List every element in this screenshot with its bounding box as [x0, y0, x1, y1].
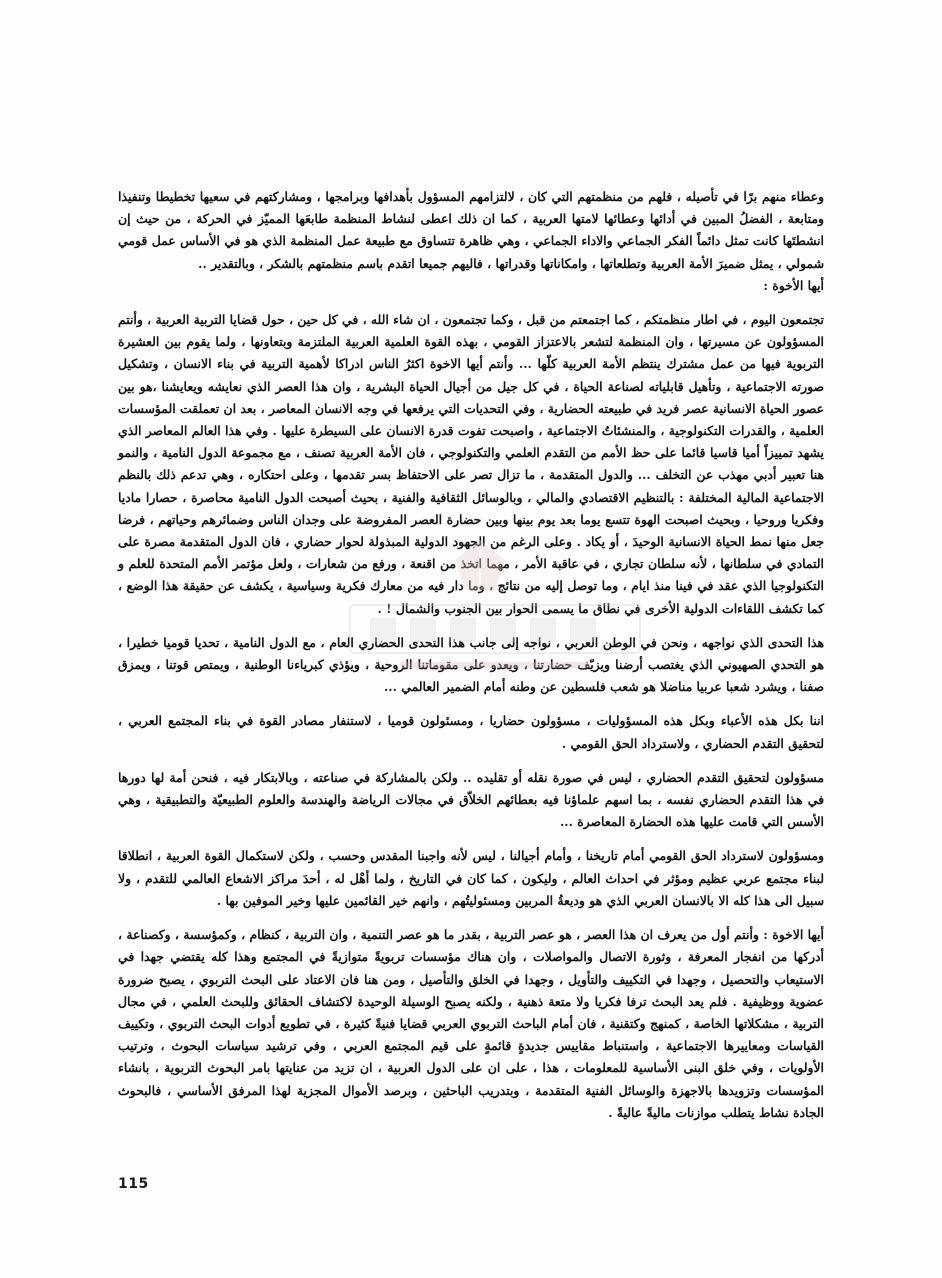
paragraph-7: أيها الاخوة : وأنتم أول من يعرف ان هذا العصر ، هو عصر التربية ، بقدر ما هو عصر التنمية ، وان التربية ، كنظام ، وكمؤسسة ، وكصناعة ، أدركها من انفجار المعرفة ، وثورة الاتصال والمواصلات ، وان هناك مؤسسات تربويةً متوازيةً في المجتمع وهذا كله يقتضي جهدا في الاستيعاب والتحصيل ، وجهدا في التكييف والتأويل ، وجهدا في الخلق والتأصيل ، ومن هنا فان الاعتاد على البحث التربوي ، يصبح ضرورة عضوية ووظيفية . فلم يعد البحث ترفا فكريا ولا متعة ذهنية ، ولكنه يصبح الوسيلة الوحيدة لاكتشاف الحقائق وللبحث العلمي ، في مجال التربية ، مشكلاتها الخاصة ، كمنهج وكتقنية ، فان أمام الباحث التربوي العربي قضايا فنيةً كثيرة ، في تطويع أدوات البحث التربوي ، وتكييف القياسات ومعاييرها الاجتماعية ، واستنباط مقاييس جديدةٍ قائمةٍ على قيم المجتمع العربي ، وفي ترشيد سياسات البحوث ، وترتيب الأولويات ، وفي خلق البنى الأساسية للمعلومات ، هذا ، على ان على الدول العربية ، ان تزيد من عنايتها بامر البحوث التربوية ، بانشاء المؤسسات وتزويدها بالاجهزة والوسائل الفنية المتقدمة ، وبتدريب الباحثين ، وبرصد الأموال المجزية لهذا المرفق الأساسي ، فالبحوث الجادة نشاط يتطلب موازنات ماليةً عاليةً .	[118, 927, 824, 1120]
paragraph-3: هذا التحدى الذي نواجهه ، ونحن في الوطن العربي ، نواجه إلى جانب هذا التحدى الحضاري العام ، مع الدول النامية ، تحديا قوميا خطيرا ، هو التحدي الصهيوني الذي يغتصب أرضنا ويزيّف حضارتنا ، ويعدو على مقوماتنا الروحية ، ويؤذي كبرياءنا الوطنية ، ويمتص قوتنا ، ويمزق صفنا ، ويشرد شعبا عربيا مناضلا هو شعب فلسطين عن وطنه أمام الضمير العالمي ...	[118, 634, 824, 695]
paragraph-5: مسؤولون لتحقيق التقدم الحضاري ، ليس في صورة نقله أو تقليده .. ولكن بالمشاركة في صناعته ، وبالابتكار فيه ، فنحن أمة لها دورها في هذا التقدم الحضاري نفسه ، بما اسهم علماؤنا فيه بعطائهم الخلاّق في مجالات الرياضة والهندسة والعلوم الطبيعيّة والتطبيقية ، وهي الأسس التي قامت عليها هذه الحضارة المعاصرة ...	[118, 769, 824, 830]
paragraph-4: اننا بكل هذه الأعباء وبكل هذه المسؤوليات ، مسؤولون حضاريا ، ومسئولون قوميا ، لاستنفار مصادر القوة في بناء المجتمع العربي ، لتحقيق التقدم الحضاري ، ولاسترداد الحق القومي .	[118, 713, 824, 751]
paragraph-1: وعطاء منهم برًا في تأصيله ، فلهم من منظمتهم التي كان ، لالتزامهم المسؤول بأهدافها وبرامجها ، ومشاركتهم في سعيها تخطيطا وتنفيذا ومتابعة ، الفضلُ المبين في أدائها وعطائها لامتها العربية ، كما ان ذلك اعطى لنشاط المنظمة طابعَها المميّز في الحركة ، من حيث إن انشطتَها كانت تمثل دائماً الفكر الجماعي والاداء الجماعي ، وهي ظاهرة تتساوق مع طبيعة عمل المنظمة الذي هو في الأساس عمل قومي شمولي ، يمثل ضميرَ الأمة العربية وتطلعاتها ، وامكاناتها وقدراتها ، فاليهم جميعا اتقدم باسم منظمتهم بالشكر ، وبالتقدير ..	[118, 189, 824, 271]
section-heading-brothers: أيها الأخوة :	[763, 277, 824, 293]
paragraph-6: ومسؤولون لاسترداد الحق القومي أمام تاريخنا ، وأمام أجيالنا ، ليس لأنه واجبنا المقدس وحسب ، ولكن لاستكمال القوة العربية ، انطلاقا لبناء مجتمع عربي عظيم ومؤثر في احداث العالم ، وليكون ، كما كان في التاريخ ، ولما أهْل له ، أحدَ مراكز الاشعاع العالمي للتقدم ، ولا سبيل الى هذا كله الا بالانسان العربي الذي هو وديعةُ المربين ومسئوليتُهم ، وانهم خير القائمين عليها وخير الموفين بها .	[118, 848, 824, 908]
article-body	[118, 186, 824, 1124]
page-number: 115	[118, 1176, 149, 1192]
paragraph-2: تجتمعون اليوم ، في اطار منظمتكم ، كما اجتمعتم من قبل ، وكما تجتمعون ، ان شاء الله ، في كل حين ، حول قضايا التربية العربية ، وأنتم المسؤولون عن مسيرتها ، وان المنظمة لتشعر بالاعتزاز القومي ، بهذه القوة العلمية العربية الملتزمة وبتعاونها ، ولما يقوم بين العشيرة التربوية فيها من عمل مشترك ينتظم الأمة العربية كلّها ... وأنتم أيها الاخوة اكثرُ الناس ادراكا لأهمية التربية في بناء الانسان ، وتشكيل صورته الاجتماعية ، وتأهيل قابلياته لصناعة الحياة ، في كل جيل من أجيال الحياة البشرية ، وان هذا العصر الذي نعايشه ويعايشنا ،هو بين عصور الحياة الانسانية عصر فريد في طبيعته الحضارية ، وفي التحديات التي يرفعها في وجه الانسان المعاصر ، بعد ان تعملقت المؤسسات العلمية ، والقدرات التكنولوجية ، والمنشئاتُ الاجتماعية ، واصبحت تفوت قدرة الانسان على السيطرة عليها . وفي هذا العالم المعاصر الذي يشهد تمييزاً أميا قاسيا قائما على حظ الأمم من التقدم العلمي والتكنولوجي ، فان الأمة العربية تصنف ، مع مجموعة الدول النامية ، والنمو هنا تعبير أدبي مهذب عن التخلف ... والدول المتقدمة ، ما تزال تصر على الاحتفاظ بسر تقدمها ، وعلى احتكاره ، وهي تدعم ذلك بالنظم الاجتماعية المالية المختلفة : بالتنظيم الاقتصادي والمالي ، وبالوسائل الثقافية والفنية ، بحيث أصبحت الدول النامية محاصرة ، حصارا ماديا وفكريا وروحيا ، وبحيث اصبحت الهوة تتسع يوما بعد يوم بينها وبين حضارة العصر المفروضة على وجدان الناس وضمائرهم وحياتهم ، فرضا جعل منها نمط الحياة الانسانية الوحيدَ ، أو يكاد . وعلى الرغم من الجهود الدولية المبذولة لحوار حضاري ، فان الدول المتقدمة مصرة على التمادي في سلطانها ، لأنه سلطان تجاري ، في عاقبة الأمر ، مهما اتخذ من اقنعة ، ورفع من شعارات ، ولعل مؤتمر الأمم المتحدة للعلم و التكنولوجيا الذي عقد في فينا منذ ايام ، وما توصل إليه من نتائج ، وما دار فيه من معارك فكرية وسياسية ، يكشف عن حقيقة هذا الوضع ، كما تكشف اللقاءات الدولية الأخرى في نطاق ما يسمى الحوار بين الجنوب والشمال ! .	[118, 312, 824, 616]
